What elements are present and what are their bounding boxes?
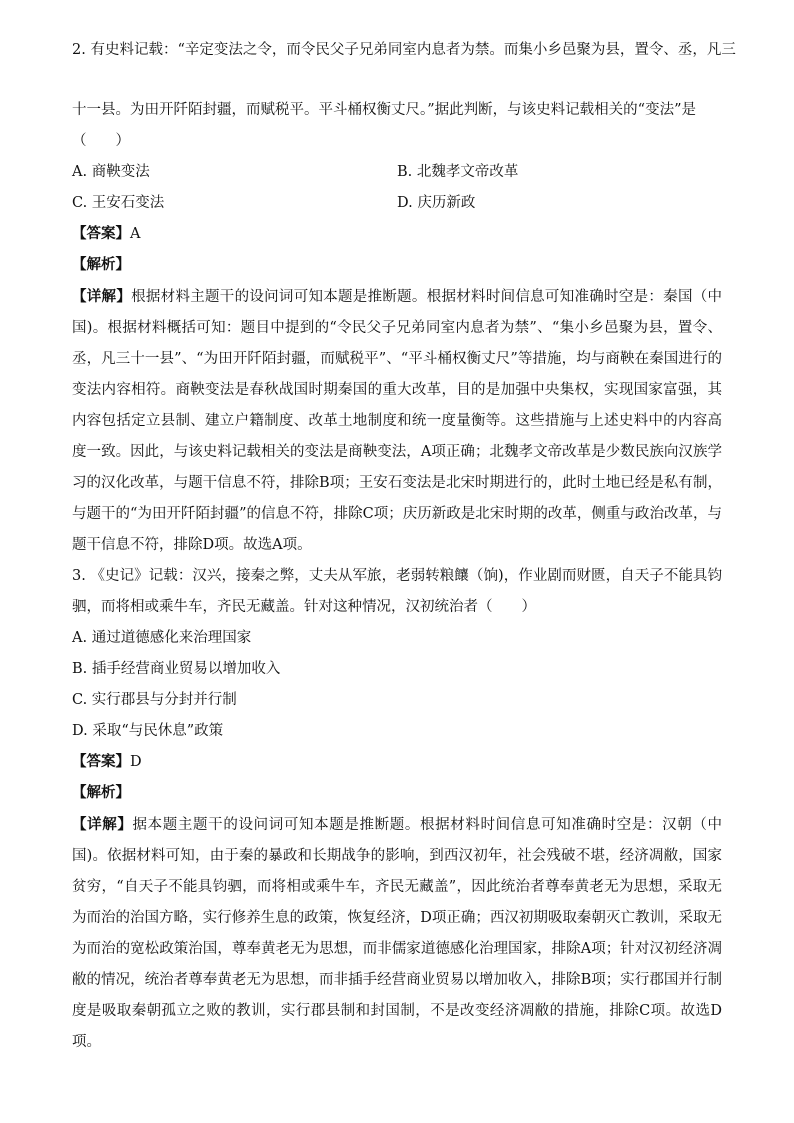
- q2-detail: [72, 281, 722, 561]
- q2-stem-line-1: 2. 有史料记载：“辛定变法之令，而令民父子兄弟同室内息者为禁。而集小乡邑聚为县，置令、丞，凡三: [72, 42, 736, 58]
- detail-label: 【详解】: [72, 288, 132, 305]
- q2-option-b: B. 北魏孝文帝改革: [397, 164, 519, 180]
- q3-stem: 3. 《史记》记载：汉兴，接秦之弊，丈夫从军旅，老弱转粮饟（饷)，作业剧而财匮，自天子不能具钧驷，而将相或乘牛车，齐民无藏盖。针对这种情况，汉初统治者（ ）: [72, 568, 722, 615]
- q3-option-d: D. 采取“与民休息”政策: [72, 723, 224, 739]
- answer-value: D: [130, 754, 142, 770]
- q3-option-b: B. 插手经营商业贸易以增加收入: [72, 661, 281, 677]
- q2-option-d: D. 庆历新政: [397, 195, 476, 211]
- q2-option-a: A. 商鞅变法: [72, 164, 150, 180]
- q2-stem-line-2: 十一县。为田开阡陌封疆，而赋税平。平斗桶权衡丈尺。”据此判断，与该史料记载相关的“变法”是: [72, 102, 696, 118]
- q2-stem-line-3: （ ）: [72, 133, 130, 149]
- q2-option-c: C. 王安石变法: [72, 195, 165, 211]
- answer-label: 【答案】: [72, 225, 130, 242]
- detail-text: 根据材料主题干的设问词可知本题是推断题。根据材料时间信息可知准确时空是：秦国（中国)。根据材料概括可知：题目中提到的“令民父子兄弟同室内息者为禁”、“集小乡邑聚为县，置令、丞，凡三十一县”、“为田开阡陌封疆，而赋税平”、“平斗桶权衡丈尺”等措施，均与商鞅在秦国进行的变法内容相符。商鞅变法是春秋战国时期秦国的重大改革，目的是加强中央集权，实现国家富强，其内容包括定立县制、建立户籍制度、改革土地制度和统一度量衡等。这些措施与上述史料中的内容高度一致。因此，与该史料记载相关的变法是商鞅变法，A项正确；北魏孝文帝改革是少数民族向汉族学习的汉化改革，与题干信息不符，排除B项；王安石变法是北宋时期进行的，此时土地已经是私有制，与题干的“为田开阡陌封疆”的信息不符，排除C项；庆历新政是北宋时期的改革，侧重与政治改革，与题干信息不符，排除D项。故选A项。: [72, 289, 723, 553]
- q3-option-a: A. 通过道德感化来治理国家: [72, 630, 252, 646]
- q3-detail: [72, 809, 722, 1058]
- q3-answer: [72, 752, 142, 772]
- detail-text: 据本题主题干的设问词可知本题是推断题。根据材料时间信息可知准确时空是：汉朝（中国)。依据材料可知，由于秦的暴政和长期战争的影响，到西汉初年，社会残破不堪，经济凋敝，国家贫穷，“自天子不能具钧驷，而将相或乘牛车，齐民无藏盖”，因此统治者尊奉黄老无为思想，采取无为而治的治国方略，实行修养生息的政策，恢复经济，D项正确；西汉初期吸取秦朝灭亡教训，采取无为而治的宽松政策治国，尊奉黄老无为思想，而非儒家道德感化治理国家，排除A项；针对汉初经济凋敝的情况，统治者尊奉黄老无为思想，而非插手经营商业贸易以增加收入，排除B项；实行郡国并行制度是吸取秦朝孤立之败的教训，实行郡县制和封国制，不是改变经济凋敝的措施，排除C项。故选D项。: [72, 817, 723, 1050]
- q2-analysis-label: 【解析】: [72, 256, 130, 273]
- detail-label: 【详解】: [72, 816, 133, 833]
- q2-answer: [72, 224, 140, 244]
- q3-analysis-label: 【解析】: [72, 784, 130, 801]
- answer-label: 【答案】: [72, 753, 130, 770]
- answer-value: A: [130, 226, 141, 242]
- q3-option-c: C. 实行郡县与分封并行制: [72, 692, 237, 708]
